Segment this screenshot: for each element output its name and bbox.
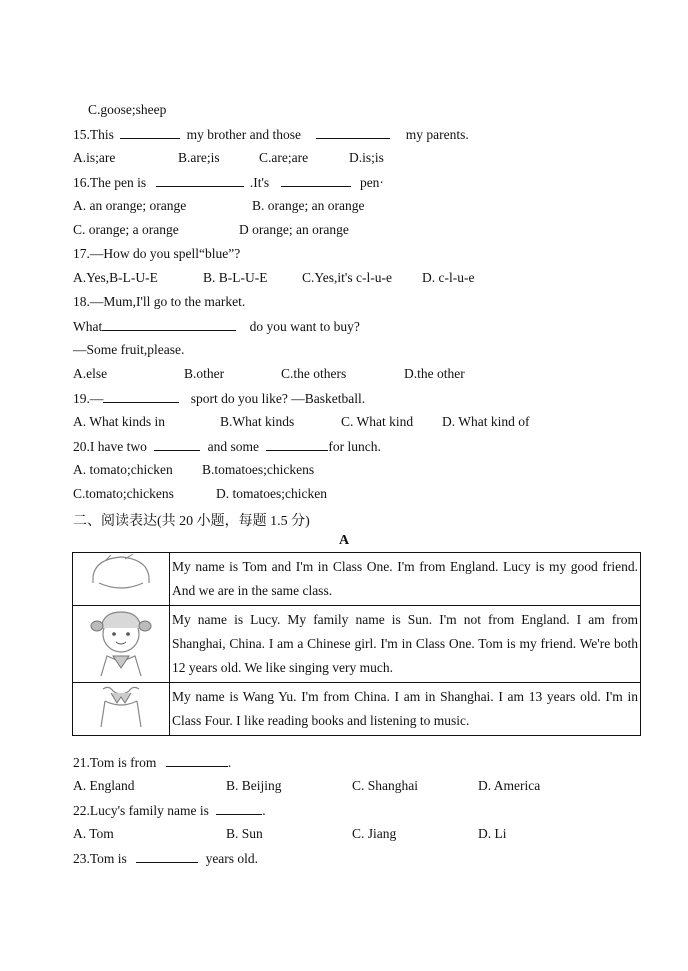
q18-blank: [102, 318, 236, 331]
q18-option-a: A.else: [73, 366, 108, 381]
q20-option-b: B.tomatoes;chickens: [202, 462, 315, 477]
q22-stem: [73, 802, 266, 819]
q15-prefix: 15.This: [73, 127, 114, 142]
table-row: [73, 553, 641, 606]
q21-option-a: A. England: [73, 778, 135, 793]
q15-blank-2: [316, 126, 390, 139]
q18-what: What: [73, 319, 103, 334]
q23-stem: [73, 850, 258, 867]
q19-prefix: 19.—: [73, 391, 104, 406]
q20-blank-1: [154, 438, 200, 451]
q16-option-a: A. an orange; orange: [73, 198, 187, 213]
q18-option-b: B.other: [184, 366, 225, 381]
q19-option-a: A. What kinds in: [73, 414, 165, 429]
q15-option-c: C.are;are: [259, 150, 309, 165]
q18-stem-2-suffix: do you want to buy?: [249, 319, 360, 334]
passage-label: A: [338, 533, 350, 548]
q21-stem-text: 21.Tom is from: [73, 755, 157, 770]
q17-option-d: D. c-l-u-e: [422, 270, 475, 285]
q22-option-c: C. Jiang: [352, 826, 397, 841]
q20-stem: [73, 438, 381, 455]
q15-mid: my brother and those: [186, 127, 301, 142]
q16-prefix: 16.The pen is: [73, 175, 147, 190]
q21-option-c: C. Shanghai: [352, 778, 418, 793]
q18-option-c: C.the others: [281, 366, 347, 381]
q20-mid: and some: [207, 439, 259, 454]
q20-prefix: 20.I have two: [73, 439, 147, 454]
q16-stem: [73, 174, 384, 191]
q20-suffix: for lunch.: [328, 439, 381, 454]
picture-cell: [73, 553, 170, 606]
q21-option-b: B. Beijing: [226, 778, 282, 793]
girl-illustration-icon: [73, 606, 169, 678]
q17-option-c: C.Yes,it's c-l-u-e: [302, 270, 392, 285]
q16-option-c: C. orange; a orange: [73, 222, 179, 237]
q19-option-d: D. What kind of: [442, 414, 530, 429]
q21-stem: [73, 754, 231, 771]
q16-option-d: D orange; an orange: [239, 222, 349, 237]
q21-blank: [166, 754, 228, 767]
q20-option-a: A. tomato;chicken: [73, 462, 173, 477]
q22-period: .: [262, 803, 266, 818]
q19-suffix: sport do you like? —Basketball.: [190, 391, 366, 406]
q15-suffix: my parents.: [405, 127, 469, 142]
q23-blank: [136, 850, 198, 863]
q20-option-c: C.tomato;chickens: [73, 486, 174, 501]
q22-option-a: A. Tom: [73, 826, 114, 841]
section-heading: 二、阅读表达(共 20 小题，每题 1.5 分): [73, 514, 310, 529]
q18-stem-2: [73, 318, 360, 335]
q19-stem: [73, 390, 365, 407]
passage-lucy: My name is Lucy. My family name is Sun. I'm not from England. I am from Shanghai, China. I am a Chinese girl. I'm in Class One. Tom is my friend. We're both 12 years old. We like singing very much.: [170, 606, 641, 683]
q20-option-d: D. tomatoes;chicken: [216, 486, 327, 501]
q15-blank-1: [120, 126, 180, 139]
q21-period: .: [227, 755, 232, 770]
q19-blank: [103, 390, 179, 403]
q20-blank-2: [266, 438, 328, 451]
q15-option-a: A.is;are: [73, 150, 116, 165]
q19-option-b: B.What kinds: [220, 414, 295, 429]
q16-mid: .It's: [249, 175, 270, 190]
passage-tom: My name is Tom and I'm in Class One. I'm from England. Lucy is my good friend. And we are in the same class.: [170, 553, 641, 606]
picture-cell: [73, 683, 170, 736]
q18-stem-1: 18.—Mum,I'll go to the market.: [73, 294, 246, 309]
child-illustration-icon: [73, 683, 169, 731]
q17-option-a: A.Yes,B-L-U-E: [73, 270, 158, 285]
boy-illustration-icon: [73, 553, 169, 601]
q17-option-b: B. B-L-U-E: [203, 270, 268, 285]
q15-stem: [73, 126, 469, 143]
q22-option-d: D. Li: [478, 826, 507, 841]
reading-table: [72, 552, 641, 736]
q16-option-b: B. orange; an orange: [252, 198, 365, 213]
q16-suffix: pen·: [359, 175, 384, 190]
passage-wang-yu: My name is Wang Yu. I'm from China. I am in Shanghai. I am 13 years old. I'm in Class Four. I like reading books and listening to music.: [170, 683, 641, 736]
q22-blank: [216, 802, 262, 815]
q18-option-d: D.the other: [404, 366, 465, 381]
q23-suffix: years old.: [205, 851, 259, 866]
q15-option-b: B.are;is: [178, 150, 220, 165]
q17-stem: 17.—How do you spell“blue”?: [73, 246, 241, 261]
q23-stem-text: 23.Tom is: [73, 851, 127, 866]
q21-option-d: D. America: [478, 778, 541, 793]
table-row: [73, 606, 641, 683]
q16-blank-2: [281, 174, 351, 187]
q22-stem-text: 22.Lucy's family name is: [73, 803, 209, 818]
q18-stem-3: —Some fruit,please.: [73, 342, 185, 357]
q14-option-c: C.goose;sheep: [88, 102, 167, 117]
q16-blank-1: [156, 174, 244, 187]
table-row: [73, 683, 641, 736]
q19-option-c: C. What kind: [341, 414, 414, 429]
q22-option-b: B. Sun: [226, 826, 263, 841]
picture-cell: [73, 606, 170, 683]
q15-option-d: D.is;is: [349, 150, 384, 165]
